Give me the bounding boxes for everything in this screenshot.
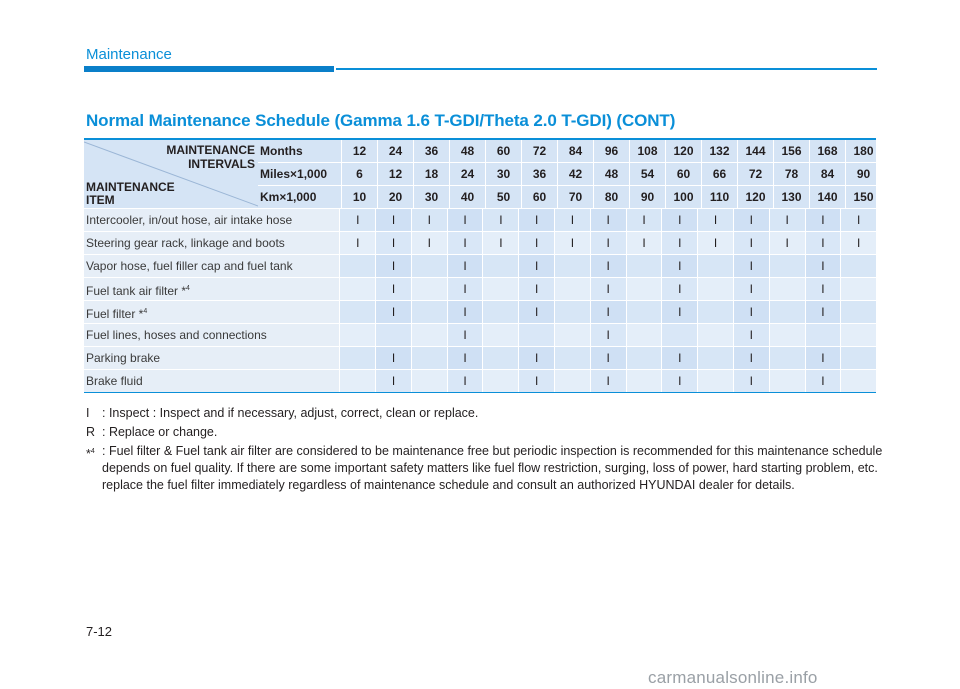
schedule-cell: I [447,255,483,277]
schedule-cell [697,347,733,369]
schedule-cell [339,324,375,346]
schedule-cell: I [590,301,626,323]
header-interval-cell: 140 [809,186,845,208]
schedule-cell: I [626,232,662,254]
header-interval-cell: 72 [521,140,557,162]
schedule-cell: I [769,209,805,231]
maintenance-item [84,232,339,254]
schedule-cell: I [733,209,769,231]
legend-key-symbol: R [86,425,96,439]
schedule-cell [840,278,876,300]
schedule-cell [697,324,733,346]
schedule-cell: I [733,301,769,323]
legend-key [86,443,102,494]
schedule-cell [769,370,805,392]
section-rule [336,68,877,70]
header-interval-cell: 36 [413,140,449,162]
corner-top-line2: INTERVALS [188,157,255,171]
schedule-cell: I [447,209,483,231]
schedule-cell [840,370,876,392]
header-row-label: Miles×1,000 [260,167,328,181]
schedule-cell [661,324,697,346]
header-interval-cell: 30 [485,163,521,185]
schedule-cell: I [661,232,697,254]
schedule-cell: I [482,209,518,231]
schedule-cell: I [590,347,626,369]
schedule-cell [339,347,375,369]
schedule-cell [411,347,447,369]
schedule-cell [482,347,518,369]
schedule-cell: I [339,209,375,231]
schedule-cell: I [518,232,554,254]
header-interval-cell: 70 [557,186,593,208]
schedule-cell [626,324,662,346]
schedule-cell [339,301,375,323]
header-row-label: Km×1,000 [260,190,317,204]
header-interval-cell: 54 [629,163,665,185]
schedule-cell [840,255,876,277]
maintenance-item [84,255,339,277]
header-row-label: Months [260,144,303,158]
header-interval-cell: 130 [773,186,809,208]
header-interval-cell: 10 [341,186,377,208]
header-interval-cell: 90 [845,163,881,185]
header-interval-cell: 42 [557,163,593,185]
schedule-cell [697,278,733,300]
schedule-cell: I [518,370,554,392]
schedule-cell: I [375,255,411,277]
schedule-cell [411,370,447,392]
schedule-cell [518,324,554,346]
maintenance-item-label: Fuel lines, hoses and connections [86,328,267,342]
schedule-cell: I [697,232,733,254]
maintenance-item [84,209,339,231]
header-interval-cell: 36 [521,163,557,185]
schedule-cell [805,324,841,346]
schedule-cell: I [805,232,841,254]
schedule-cell: I [590,255,626,277]
legend-key-symbol: * [86,447,91,462]
schedule-cell: I [661,278,697,300]
table-row [84,231,876,254]
schedule-cell [626,255,662,277]
corner-bottom-line2: ITEM [86,193,115,207]
schedule-cell: I [733,324,769,346]
schedule-cell [697,301,733,323]
schedule-cell: I [840,232,876,254]
schedule-cell: I [375,278,411,300]
header-interval-cell: 150 [845,186,881,208]
header-interval-cell: 18 [413,163,449,185]
maintenance-item [84,347,339,369]
header-interval-cell: 144 [737,140,773,162]
corner-item-label [86,181,175,207]
schedule-cell [554,301,590,323]
table-row [84,254,876,277]
schedule-cell: I [447,324,483,346]
schedule-cell: I [518,209,554,231]
legend-text: : Inspect : Inspect and if necessary, adjust, correct, clean or replace. [102,406,479,420]
table-header [84,138,876,208]
header-row [258,163,881,186]
page-heading: Normal Maintenance Schedule (Gamma 1.6 T-GDI/Theta 2.0 T-GDI) (CONT) [86,111,676,130]
schedule-cell: I [447,370,483,392]
maintenance-item-label: Steering gear rack, linkage and boots [86,236,285,250]
maintenance-item-label: Intercooler, in/out hose, air intake hose [86,213,293,227]
header-interval-cell: 108 [629,140,665,162]
schedule-cell: I [554,232,590,254]
schedule-cell [482,278,518,300]
schedule-cell: I [411,209,447,231]
schedule-cell [482,301,518,323]
header-interval-cell: 20 [377,186,413,208]
schedule-cell: I [590,370,626,392]
schedule-cell: I [411,232,447,254]
maintenance-item [84,324,339,346]
schedule-cell [411,278,447,300]
schedule-cell: I [590,209,626,231]
schedule-cell [482,370,518,392]
header-interval-cell: 24 [449,163,485,185]
header-interval-cell: 120 [665,140,701,162]
header-interval-cell: 12 [377,163,413,185]
maintenance-item-label: Parking brake [86,351,161,365]
table-row [84,300,876,323]
legend-key-symbol: I [86,406,90,420]
schedule-cell [840,324,876,346]
schedule-cell [626,370,662,392]
corner-top-line1: MAINTENANCE [166,143,255,157]
header-row [258,186,881,208]
schedule-cell [554,324,590,346]
schedule-cell [339,255,375,277]
schedule-cell [769,324,805,346]
schedule-cell: I [840,209,876,231]
schedule-cell [339,278,375,300]
watermark: carmanualsonline.info [648,668,818,687]
corner-bottom-line1: MAINTENANCE [86,180,175,194]
schedule-cell [840,301,876,323]
header-interval-cell: 40 [449,186,485,208]
schedule-cell: I [447,232,483,254]
header-interval-cell: 48 [593,163,629,185]
maintenance-item-label: Brake fluid [86,374,143,388]
header-corner [84,140,258,208]
header-interval-cell: 100 [665,186,701,208]
table-body [84,208,876,392]
table-row [84,208,876,231]
schedule-cell: I [375,347,411,369]
schedule-cell: I [733,347,769,369]
schedule-cell: I [554,209,590,231]
schedule-cell: I [590,232,626,254]
header-interval-cell: 12 [341,140,377,162]
corner-intervals-label [166,143,255,171]
header-interval-cell: 24 [377,140,413,162]
legend-note [86,405,886,422]
maintenance-item-label: Vapor hose, fuel filler cap and fuel tank [86,259,293,273]
schedule-cell: I [661,370,697,392]
schedule-cell: I [697,209,733,231]
schedule-cell [769,255,805,277]
schedule-cell [554,370,590,392]
header-interval-cell: 110 [701,186,737,208]
schedule-cell [697,370,733,392]
header-interval-cell: 50 [485,186,521,208]
header-interval-cell: 48 [449,140,485,162]
notes [86,405,886,496]
schedule-cell: I [518,255,554,277]
schedule-cell: I [805,347,841,369]
schedule-cell [554,347,590,369]
schedule-cell [769,347,805,369]
header-interval-cell: 96 [593,140,629,162]
schedule-cell: I [375,370,411,392]
page-number: 7-12 [86,624,113,639]
table-row [84,323,876,346]
schedule-cell: I [626,209,662,231]
schedule-cell [697,255,733,277]
section-bar [84,66,334,72]
maintenance-item [84,370,339,392]
schedule-cell: I [661,255,697,277]
schedule-cell [411,324,447,346]
header-interval-cell: 84 [557,140,593,162]
schedule-cell: I [733,278,769,300]
header-interval-cell: 60 [665,163,701,185]
legend-text: : Fuel filter & Fuel tank air filter are considered to be maintenance free but periodic inspection is recommended for this maintenance schedule depends on fuel quality. If there are some important safety matters like fuel flow restriction, surging, loss of power, hard starting problem, etc. replace the fuel filter immediately regardless of maintenance schedule and consult an authorized HYUNDAI dealer for details. [102,444,883,492]
schedule-cell: I [482,232,518,254]
schedule-cell: I [447,301,483,323]
legend-note [86,443,886,494]
schedule-cell: I [518,278,554,300]
section-title: Maintenance [86,46,172,63]
schedule-cell: I [733,255,769,277]
legend-note [86,424,886,441]
schedule-cell: I [805,301,841,323]
schedule-cell: I [375,301,411,323]
schedule-cell [626,278,662,300]
schedule-cell: I [733,232,769,254]
header-interval-cell: 60 [485,140,521,162]
schedule-cell: I [447,347,483,369]
schedule-cell: I [590,278,626,300]
table-row [84,369,876,392]
header-interval-cell: 120 [737,186,773,208]
maintenance-item [84,301,339,323]
header-interval-cell: 60 [521,186,557,208]
schedule-cell: I [375,232,411,254]
header-interval-cell: 132 [701,140,737,162]
footnote-marker: 4 [186,285,190,292]
legend-key-sup: 4 [90,448,95,455]
header-interval-cell: 80 [593,186,629,208]
schedule-cell [411,255,447,277]
schedule-cell [840,347,876,369]
schedule-cell: I [661,347,697,369]
legend-key [86,405,102,422]
schedule-cell: I [805,278,841,300]
header-interval-cell: 30 [413,186,449,208]
header-interval-cell: 78 [773,163,809,185]
legend-key [86,424,102,441]
schedule-cell: I [661,209,697,231]
schedule-cell [626,301,662,323]
maintenance-table [84,138,876,393]
header-interval-cell: 168 [809,140,845,162]
legend-text: : Replace or change. [102,425,218,439]
header-interval-cell: 90 [629,186,665,208]
schedule-cell [769,278,805,300]
schedule-cell: I [805,255,841,277]
schedule-cell [554,278,590,300]
maintenance-item-label: Fuel filter * [86,307,144,321]
schedule-cell: I [661,301,697,323]
schedule-cell: I [769,232,805,254]
schedule-cell: I [375,209,411,231]
header-interval-cell: 72 [737,163,773,185]
schedule-cell [482,324,518,346]
schedule-cell: I [339,232,375,254]
schedule-cell [626,347,662,369]
schedule-cell [769,301,805,323]
table-row [84,346,876,369]
schedule-cell [554,255,590,277]
schedule-cell: I [805,370,841,392]
schedule-cell: I [518,347,554,369]
header-interval-cell: 180 [845,140,881,162]
schedule-cell: I [805,209,841,231]
schedule-cell [339,370,375,392]
footnote-marker: 4 [143,308,148,315]
schedule-cell: I [447,278,483,300]
header-interval-cell: 6 [341,163,377,185]
header-row [258,140,881,163]
schedule-cell: I [590,324,626,346]
schedule-cell: I [518,301,554,323]
maintenance-item [84,278,339,300]
header-interval-cell: 84 [809,163,845,185]
table-bottom-rule [84,392,876,393]
schedule-cell [482,255,518,277]
header-interval-cell: 156 [773,140,809,162]
schedule-cell [411,301,447,323]
schedule-cell: I [733,370,769,392]
table-row [84,277,876,300]
header-interval-cell: 66 [701,163,737,185]
schedule-cell [375,324,411,346]
maintenance-item-label: Fuel tank air filter * [86,284,187,298]
